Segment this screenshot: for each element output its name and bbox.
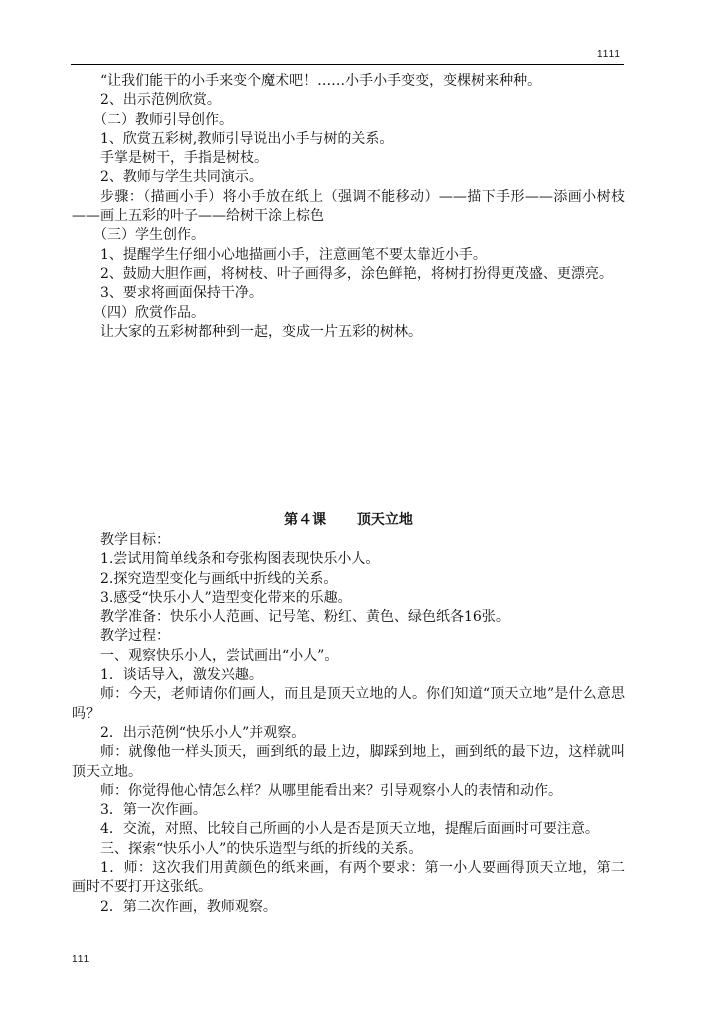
paragraph: 一、观察快乐小人，尝试画出“小人”。 — [100, 647, 339, 664]
paragraph: 2、鼓励大胆作画，将树枝、叶子画得多，涂色鲜艳，将树打扮得更茂盛、更漂亮。 — [100, 265, 613, 282]
section-heading: （二）教师引导创作。 — [93, 111, 233, 128]
header-page-number: 1111 — [596, 49, 621, 60]
paragraph: 让大家的五彩树都种到一起，变成一片五彩的树林。 — [100, 323, 422, 340]
paragraph: 3．第一次作画。 — [100, 802, 207, 819]
paragraph: 教学目标： — [100, 532, 170, 548]
paragraph: 2．出示范例“快乐小人”并观察。 — [100, 724, 306, 741]
paragraph: 师：你觉得他心情怎么样？从哪里能看出来？引导观察小人的表情和动作。 — [100, 782, 562, 799]
paragraph: 1、欣赏五彩树,教师引导说出小手与树的关系。 — [100, 130, 394, 147]
paragraph: 三、探索“快乐小人”的快乐造型与纸的折线的关系。 — [100, 840, 423, 857]
section-heading: （四）欣赏作品。 — [93, 304, 205, 321]
footer-page-number: 111 — [72, 954, 91, 965]
paragraph: 1、提醒学生仔细小心地描画小手，注意画笔不要太靠近小手。 — [100, 246, 487, 263]
header-rule — [71, 64, 624, 65]
paragraph: 1．师：这次我们用黄颜色的纸来画，有两个要求：第一小人要画得顶天立地，第二画时不要打开这张纸。 — [72, 860, 625, 896]
paragraph: 2.探究造型变化与画纸中折线的关系。 — [100, 570, 338, 587]
lesson-name: 顶天立地 — [356, 512, 413, 528]
paragraph: 4．交流，对照、比较自己所画的小人是否是顶天立地，提醒后面画时可要注意。 — [100, 821, 599, 838]
lesson-number: 第４课 — [284, 512, 327, 528]
paragraph: 1.尝试用简单线条和夸张构图表现快乐小人。 — [100, 551, 380, 568]
paragraph: 教学过程： — [100, 628, 170, 645]
lesson-3-continued — [72, 72, 625, 342]
paragraph: 手掌是树干，手指是树枝。 — [100, 150, 268, 167]
paragraph: “让我们能干的小手来变个魔术吧！……小手小手变变，变棵树来种种。 — [100, 73, 542, 89]
paragraph: 师：就像他一样头顶天，画到纸的最上边，脚踩到地上，画到纸的最下边，这样就叫顶天立地。 — [72, 744, 625, 780]
lesson-title — [72, 510, 625, 530]
paragraph: 1．谈话导入，激发兴趣。 — [100, 667, 263, 684]
lesson-4-body — [72, 531, 625, 917]
paragraph: 2、教师与学生共同演示。 — [100, 169, 263, 186]
paragraph: 2．第二次作画，教师观察。 — [100, 898, 277, 915]
paragraph: 师：今天，老师请你们画人，而且是顶天立地的人。你们知道“顶天立地”是什么意思吗？ — [72, 686, 625, 722]
paragraph: 3.感受“快乐小人”造型变化带来的乐趣。 — [100, 589, 352, 606]
paragraph: 2、出示范例欣赏。 — [100, 92, 221, 109]
paragraph: 教学准备：快乐小人范画、记号笔、粉红、黄色、绿色纸各16张。 — [100, 609, 510, 626]
paragraph: 3、要求将画面保持干净。 — [100, 285, 263, 302]
paragraph: 步骤：（描画小手）将小手放在纸上（强调不能移动）——描下手形——添画小树枝——画上五彩的叶子——给树干涂上棕色 — [72, 188, 625, 225]
section-heading: （三）学生创作。 — [93, 227, 205, 244]
